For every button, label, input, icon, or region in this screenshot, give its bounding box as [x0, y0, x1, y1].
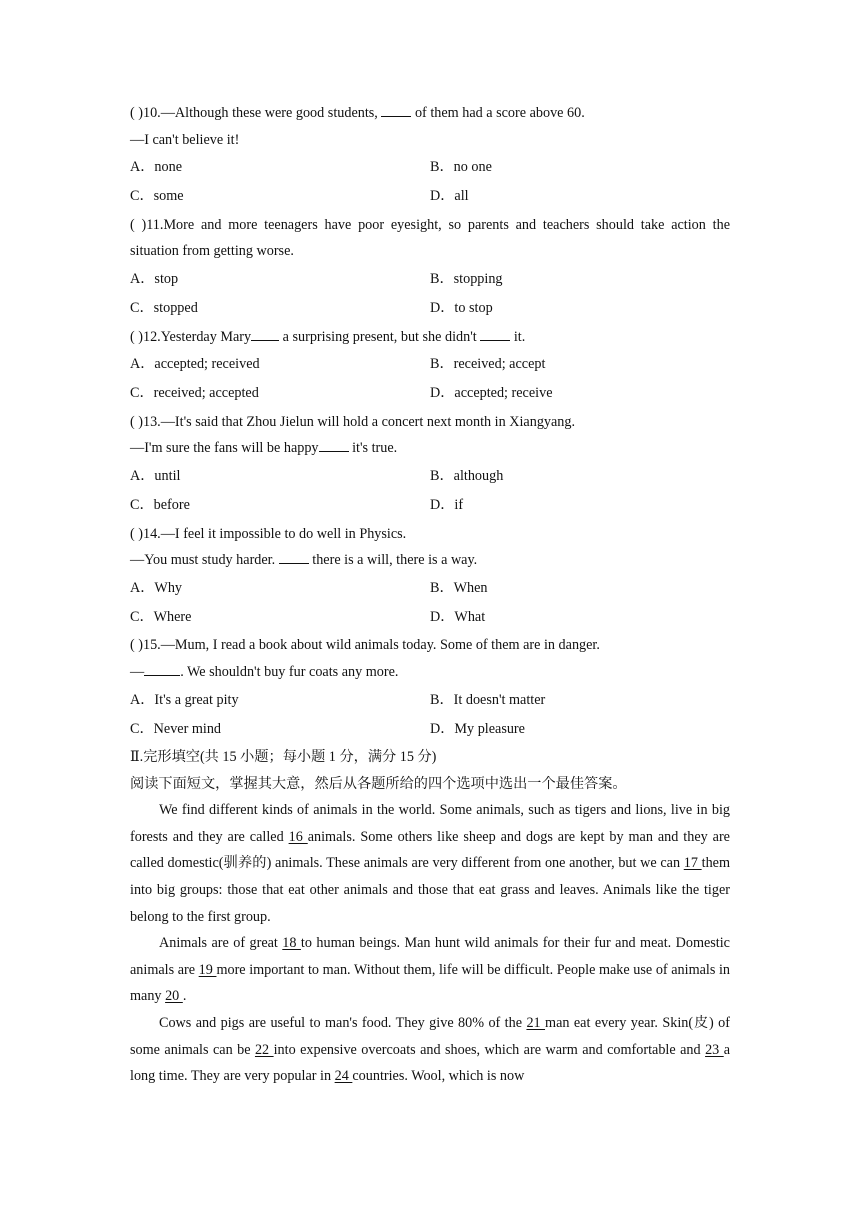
- blank-22: 22: [254, 1041, 274, 1058]
- answer-blank: [251, 326, 279, 341]
- question-14-reply-b: there is a will, there is a way.: [308, 552, 478, 569]
- passage-text: to human beings. Man hunt wild animals for their fur and meat. Domestic animals are: [130, 935, 730, 978]
- passage-text: .: [182, 988, 187, 1005]
- question-12-text-b: a surprising present, but she didn't: [279, 328, 481, 345]
- passage-paragraph-2: [130, 930, 730, 1010]
- answer-blank: [279, 549, 309, 564]
- blank-17: 17: [683, 855, 702, 872]
- question-14-options-row-2: [130, 603, 730, 632]
- question-10-reply: —I can't believe it!: [130, 131, 240, 148]
- passage-text: Cows and pigs are useful to man's food. They give 80% of the: [159, 1015, 527, 1032]
- exam-content: [130, 100, 730, 1090]
- option-d: D．if: [430, 497, 464, 514]
- passage-text: man eat every year. Skin(皮) of some animals can be: [130, 1015, 730, 1058]
- answer-blank: [480, 326, 510, 341]
- question-10-options-row-2: [130, 182, 730, 211]
- question-15-stem: ( )15.—Mum, I read a book about wild animals today. Some of them are in danger.: [130, 637, 600, 654]
- blank-19: 19: [198, 961, 217, 978]
- passage-text: more important to man. Without them, life will be difficult. People make use of animals in many: [130, 961, 731, 1005]
- question-14-options-row-1: [130, 574, 730, 603]
- question-10-text-b: of them had a score above 60.: [411, 105, 585, 121]
- option-a: A．none: [130, 159, 183, 176]
- blank-21: 21: [526, 1015, 546, 1032]
- passage-text: into expensive overcoats and shoes, which are warm and comfortable and: [273, 1041, 706, 1058]
- passage-text: We find different kinds of animals in the world. Some animals, such as tigers and lions, live in big forests and they are called: [130, 802, 730, 845]
- question-15-reply-b: . We shouldn't buy fur coats any more.: [180, 663, 399, 680]
- passage-text: them into big groups: those that eat other animals and those that eat grass and leaves. Animals like the tiger belong to the first group.: [130, 855, 730, 925]
- option-b: B．although: [430, 467, 504, 484]
- option-c: C．some: [130, 188, 184, 205]
- passage-paragraph-3: [130, 1010, 730, 1090]
- option-a: A．accepted; received: [130, 356, 260, 373]
- blank-24: 24: [334, 1068, 353, 1085]
- option-c: C．received; accepted: [130, 385, 259, 402]
- option-a: A．until: [130, 467, 181, 484]
- question-15-reply-a: —: [130, 663, 145, 680]
- question-12-stem: [130, 324, 730, 351]
- passage-text: Animals are of great: [159, 935, 283, 952]
- question-13-reply-b: it's true.: [348, 440, 398, 457]
- option-b: B．stopping: [430, 270, 503, 287]
- question-12-options-row-1: [130, 350, 730, 379]
- passage-text: countries. Wool, which is now: [352, 1068, 525, 1085]
- blank-20: 20: [165, 988, 183, 1005]
- option-d: D．My pleasure: [430, 720, 525, 737]
- option-a: A．Why: [130, 579, 183, 596]
- question-13-reply-a: —I'm sure the fans will be happy: [130, 440, 319, 457]
- question-11-stem: ( )11.More and more teenagers have poor eyesight, so parents and teachers should take action the situation from getting worse.: [130, 216, 730, 260]
- option-a: A．stop: [130, 270, 179, 287]
- section-instruction: 阅读下面短文，掌握其大意，然后从各题所给的四个选项中选出一个最佳答案。: [130, 775, 627, 792]
- option-c: C．Where: [130, 609, 192, 626]
- question-14-reply: [130, 547, 730, 574]
- section-heading: Ⅱ.完形填空(共 15 小题；每小题 1 分，满分 15 分): [130, 749, 437, 766]
- blank-23: 23: [705, 1041, 724, 1058]
- question-11-options-row-2: [130, 294, 730, 323]
- blank-16: 16: [288, 828, 308, 845]
- question-15-options-row-2: [130, 715, 730, 744]
- passage-paragraph-1: [130, 797, 730, 930]
- option-c: C．stopped: [130, 300, 198, 317]
- question-13-reply: [130, 435, 730, 462]
- question-14-reply-a: —You must study harder.: [130, 552, 279, 569]
- question-12-options-row-2: [130, 379, 730, 408]
- option-b: B．no one: [430, 159, 492, 176]
- option-c: C．before: [130, 497, 190, 514]
- option-b: B．received; accept: [430, 356, 546, 373]
- question-13-options-row-2: [130, 491, 730, 520]
- question-11-options-row-1: [130, 265, 730, 294]
- question-15-options-row-1: [130, 686, 730, 715]
- passage-text: animals. Some others like sheep and dogs are kept by man and they are called domestic(驯养的) animals. These animals are very different from one another, but we can: [130, 828, 730, 872]
- passage-text: a long time. They are very popular in: [130, 1041, 731, 1085]
- option-c: C．Never mind: [130, 720, 222, 737]
- question-10-text-a: ( )10.—Although these were good students,: [130, 105, 382, 121]
- question-10-stem: [130, 100, 730, 127]
- option-b: B．It doesn't matter: [430, 691, 546, 708]
- question-13-stem: ( )13.—It's said that Zhou Jielun will hold a concert next month in Xiangyang.: [130, 413, 576, 430]
- question-12-text-a: ( )12.Yesterday Mary: [130, 328, 252, 345]
- question-14-stem: ( )14.—I feel it impossible to do well in Physics.: [130, 525, 407, 542]
- answer-blank: [381, 102, 411, 117]
- answer-blank: [144, 661, 180, 676]
- question-15-reply: [130, 659, 730, 686]
- option-a: A．It's a great pity: [130, 691, 239, 708]
- answer-blank: [319, 437, 349, 452]
- question-10-options-row-1: [130, 153, 730, 182]
- option-b: B．When: [430, 579, 488, 596]
- question-13-options-row-1: [130, 462, 730, 491]
- blank-18: 18: [282, 935, 301, 952]
- option-d: D．What: [430, 609, 486, 626]
- option-d: D．all: [430, 188, 469, 205]
- option-d: D．accepted; receive: [430, 385, 553, 402]
- option-d: D．to stop: [430, 300, 493, 317]
- question-12-text-c: it.: [510, 328, 526, 345]
